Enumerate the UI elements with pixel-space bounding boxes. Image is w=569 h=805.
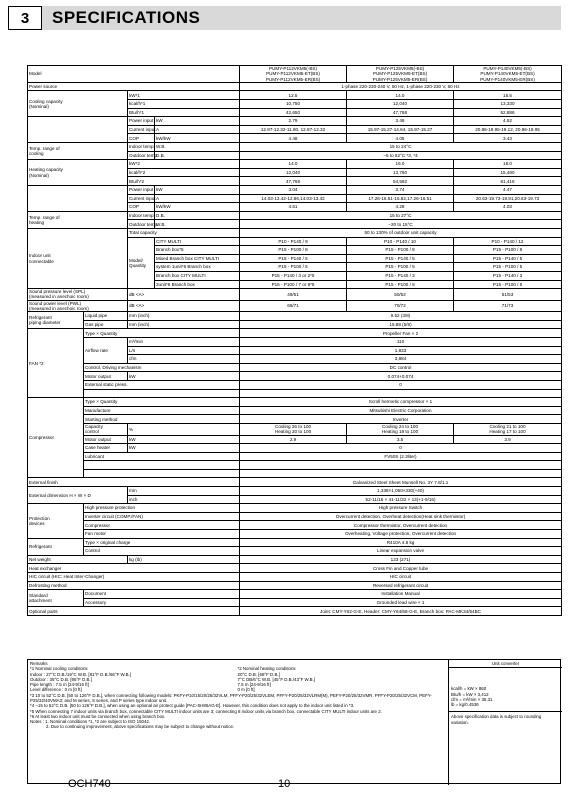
spec-row: [28, 504, 562, 513]
spec-cell: P15 - P140 / 5: [347, 254, 454, 263]
spec-cell: 3.74: [347, 185, 454, 194]
spec-cell: P10 - P140 / 10: [347, 237, 454, 246]
spec-row: [28, 406, 562, 415]
rounding-note: Above specification data is subject to rounding variation.: [449, 711, 562, 727]
spec-cell: 15.5: [454, 91, 562, 100]
spec-cell: L/s: [128, 346, 240, 355]
spec-cell: P15 - P100 / 7 or 8*5: [240, 280, 347, 289]
spec-cell: Cooling capacity (Nominal): [28, 91, 128, 117]
spec-cell: 52-11/16 × 41-11/32 × 13(+1-9/16): [240, 495, 562, 504]
spec-row: [28, 372, 562, 381]
spec-cell: Reversed refrigerant circuit: [240, 581, 562, 590]
spec-cell: Airflow rate: [84, 338, 128, 364]
spec-cell: High pressure Switch: [240, 504, 562, 513]
spec-row: [28, 607, 562, 616]
spec-cell: 123 (271): [240, 555, 562, 564]
spec-cell: 50 to 130% of outdoor unit capacity: [240, 228, 562, 237]
spec-cell: 1-phase 220-230-240 V, 50 Hz, 1-phase 220-230 V, 60 Hz: [240, 82, 562, 91]
spec-cell: Gas pipe: [84, 320, 128, 329]
spec-row: [28, 415, 562, 424]
spec-row: [28, 538, 562, 547]
spec-cell: 17.26-16.51-15.82,17.26-16.51: [347, 194, 454, 203]
spec-row: [28, 573, 562, 582]
spec-cell: Btu/h*1: [128, 108, 240, 117]
spec-row: [28, 228, 562, 237]
spec-row: [28, 380, 562, 389]
spec-row: [28, 338, 562, 347]
spec-cell: −5 to 52°C *3, *4: [240, 151, 562, 160]
spec-cell: Optional parts: [28, 607, 240, 616]
spec-row: [28, 590, 562, 599]
note-line: *4 −15 to 52°C D.B. [50 to 126°F D.B.], when using an optional air protect guide [PAC-SH85AG-E]. However, this condition does not apply to the indoor unit listed in *3.: [30, 703, 355, 709]
spec-cell: Lubricant: [84, 452, 240, 461]
spec-row: [28, 389, 562, 398]
spec-cell: 0: [240, 380, 562, 389]
spec-cell: 1,833: [240, 346, 562, 355]
spec-cell: kcal/h*2: [128, 168, 240, 177]
spec-cell: Heat exchanger: [28, 564, 240, 573]
cond-line: Outdoor : 35°C D.B. [95°F D.B.]: [30, 676, 92, 682]
spec-cell: A: [155, 194, 240, 203]
cooling-conditions: [30, 666, 238, 692]
spec-cell: Temp. range of heating: [28, 211, 128, 228]
spec-cell: 15.88 (5/8): [240, 320, 562, 329]
note-line: 2. Due to continuing improvement, above specifications may be subject to change without notice.: [46, 724, 235, 730]
spec-row: [28, 363, 562, 372]
spec-cell: 12.87-12.32-11.80, 12.87-12.32: [240, 125, 347, 134]
spec-cell: Compressor thermistor, Overcurrent detection: [240, 521, 562, 530]
spec-cell: External dimension H × W × D: [28, 487, 128, 504]
spec-row: [28, 435, 562, 444]
spec-row: [28, 461, 562, 470]
spec-cell: Mitsubishi Electric Corporation: [240, 406, 562, 415]
note-line: Notes : 1. Nominal conditions *1, *2 are subject to ISO 15042.: [30, 719, 151, 725]
spec-cell: 70/72: [347, 300, 454, 312]
spec-cell: %: [128, 423, 240, 435]
spec-cell: Cross Fin and Copper tube: [240, 564, 562, 573]
spec-row: [28, 452, 562, 461]
spec-cell: CITY MULTI: [155, 237, 240, 246]
spec-cell: Sound power level (PWL) (measured in anechoic room): [28, 300, 128, 312]
spec-cell: 51/53: [454, 289, 562, 301]
unit-converter-list: [449, 684, 562, 709]
nominal-conditions: [30, 666, 445, 692]
spec-cell: Scroll hermetic compressor × 1: [240, 398, 562, 407]
spec-cell: 4.52: [454, 117, 562, 126]
spec-cell: D.B.: [155, 151, 240, 160]
spec-cell: Case heater: [84, 444, 128, 453]
spec-cell: 0.074+0.074: [240, 372, 562, 381]
spec-cell: 4.28: [347, 203, 454, 212]
spec-cell: Type × Quantity: [84, 329, 240, 338]
spec-cell: P15 - P100 / 8: [454, 280, 562, 289]
spec-cell: 2.79: [240, 117, 347, 126]
spec-cell: kcal/h*1: [128, 100, 240, 109]
spec-cell: Compressor: [28, 398, 84, 478]
spec-cell: [240, 469, 562, 478]
specifications-body: [28, 66, 562, 616]
spec-cell: Temp. range of cooling: [28, 143, 128, 160]
spec-cell: 42,650: [240, 108, 347, 117]
document-code: OCH740: [68, 778, 111, 790]
section-title: SPECIFICATIONS: [52, 8, 201, 27]
spec-cell: Accessory: [84, 598, 240, 607]
section-header: [8, 6, 561, 30]
spec-cell: kW: [128, 435, 240, 444]
spec-row: [28, 487, 562, 496]
spec-row: [28, 581, 562, 590]
spec-cell: 12.5: [240, 91, 347, 100]
spec-cell: 4.05: [347, 134, 454, 143]
spec-cell: 3.9: [454, 435, 562, 444]
spec-cell: P15 - P100 / 8: [347, 280, 454, 289]
spec-cell: Power input: [129, 118, 154, 124]
spec-row: [28, 66, 562, 83]
cond-line: 0 m [0 ft]: [237, 687, 255, 693]
spec-cell: Outdoor temp.: [129, 152, 159, 158]
spec-cell: 3,884: [240, 355, 562, 364]
spec-cell: P10 - P140 / 9: [240, 237, 347, 246]
spec-cell: kW: [155, 185, 240, 194]
spec-cell: 0: [240, 444, 562, 453]
section-number: 3: [8, 6, 42, 30]
spec-cell: 3.5: [347, 435, 454, 444]
cond-line: 7°C DB/6°C W.B. [45°F D.B./43°F W.B.]: [237, 676, 316, 682]
spec-row: [28, 423, 562, 435]
spec-cell: inch: [128, 495, 240, 504]
spec-cell: kW/kW: [155, 134, 240, 143]
spec-row: [28, 211, 562, 220]
spec-cell: Refrigerant: [28, 538, 84, 555]
spec-cell: 69/71: [240, 300, 347, 312]
spec-cell: Linear expansion valve: [240, 547, 562, 556]
spec-cell: 14.0: [240, 160, 347, 169]
spec-cell: PUMY-P112VKM5(-BS) PUMY-P112VKM5-ET(BS) PUMY-P112VKM5-ER(BS): [240, 66, 347, 83]
spec-cell: −20 to 15°C: [240, 220, 562, 229]
spec-cell: COP: [128, 203, 155, 212]
spec-cell: Defrosting method: [28, 581, 240, 590]
spec-cell: kW*2: [128, 160, 240, 169]
cond-line: Pipe length : 7.5 m [24-9/16 ft]: [30, 682, 89, 688]
cond-line: *2 Nominal heating conditions: [237, 666, 296, 672]
remarks-box: [27, 659, 561, 784]
spec-cell: Motor output: [84, 372, 128, 381]
spec-cell: 14.03-13.42-12.86,14.03-13.42: [240, 194, 347, 203]
spec-row: [28, 82, 562, 91]
cond-line: Level difference : 0 m [0 ft]: [30, 687, 82, 693]
spec-cell: Starting method: [84, 415, 240, 424]
cond-line: 20°C D.B. [68°F D.B.]: [237, 671, 280, 677]
cond-line: 7.5 m [24-9/16 ft]: [237, 682, 271, 688]
spec-cell: Total capacity: [128, 228, 240, 237]
spec-cell: 61,416: [454, 177, 562, 186]
spec-cell: 13,760: [347, 168, 454, 177]
heating-conditions: [238, 666, 446, 692]
spec-cell: Model: [28, 66, 240, 83]
spec-cell: 10,750: [240, 100, 347, 109]
spec-row: [28, 521, 562, 530]
spec-cell: 47,768: [347, 108, 454, 117]
note-line: *5 When connecting 7 indoor units via branch box, connectable CITY MULTI indoor units are 3; connecting 8 indoor units via branch box, connectable CITY MULTI indoor units are 2.: [30, 708, 382, 714]
spec-cell: Compressor: [84, 521, 240, 530]
spec-cell: [84, 389, 240, 398]
specifications-table: [27, 65, 562, 616]
spec-cell: mm (inch): [128, 312, 240, 321]
spec-row: [28, 530, 562, 539]
spec-row: [28, 555, 562, 564]
spec-cell: 2.9: [240, 435, 347, 444]
spec-cell: Branch box CITY MULTI: [155, 271, 240, 280]
spec-cell: kW: [128, 444, 240, 453]
remarks-label: Remarks: [30, 661, 48, 666]
spec-cell: Cooling 24 to 100 Heating 18 to 100: [347, 423, 454, 435]
spec-cell: Capacity control: [84, 423, 128, 435]
spec-cell: HIC circuit: [240, 573, 562, 582]
spec-cell: [28, 117, 128, 143]
spec-row: [28, 398, 562, 407]
spec-cell: P15 - P100 / 8: [240, 246, 347, 255]
spec-cell: R410A 4.8 kg: [240, 538, 562, 547]
spec-row: [28, 320, 562, 329]
remarks-main: [30, 661, 445, 730]
spec-cell: Branch box*5: [155, 246, 240, 255]
spec-cell: W.B.: [155, 220, 240, 229]
spec-cell: Fan motor: [84, 530, 240, 539]
spec-cell: DC control: [240, 363, 562, 372]
spec-cell: Overheating, Voltage protection, Overcurrent detection: [240, 530, 562, 539]
spec-cell: 4.61: [240, 203, 347, 212]
spec-cell: 4.47: [454, 185, 562, 194]
conversion-line: kcal/h = kW × 860: [451, 686, 487, 692]
spec-row: [28, 91, 562, 100]
spec-cell: PUMY-P140VKM5(-BS) PUMY-P140VKM5-ET(BS) PUMY-P140VKM5-ER(BS): [454, 66, 562, 83]
spec-cell: mm: [128, 487, 240, 496]
spec-cell: 3.46: [347, 117, 454, 126]
spec-cell: 15 to 27°C: [240, 211, 562, 220]
spec-cell: PUMY-P125VKM5(-BS) PUMY-P125VKM5-ET(BS) PUMY-P125VKM5-ER(BS): [347, 66, 454, 83]
spec-cell: dB <A>: [128, 289, 240, 301]
spec-cell: Refrigerant piping diameter: [28, 312, 84, 329]
spec-row: [28, 289, 562, 301]
spec-cell: [84, 461, 240, 470]
spec-cell: Type × Quantity: [84, 398, 240, 407]
spec-cell: 13,330: [454, 100, 562, 109]
spec-cell: Power input: [129, 187, 154, 193]
spec-cell: [240, 389, 562, 398]
spec-cell: Propeller Fan × 2: [240, 329, 562, 338]
spec-cell: Indoor temp.: [129, 212, 155, 218]
spec-cell: Outdoor temp.: [129, 221, 159, 227]
spec-cell: 20.63-19.73-18.91,20.63-19.73: [454, 194, 562, 203]
unit-converter-title: Unit converter: [449, 660, 562, 668]
spec-cell: W.B.: [155, 143, 240, 152]
spec-cell: kW/kW: [155, 203, 240, 212]
conversion-line: Btu/h = kW × 3,412: [451, 691, 489, 697]
spec-cell: 14.0: [347, 91, 454, 100]
spec-row: [28, 444, 562, 453]
spec-cell: 12,040: [347, 100, 454, 109]
spec-row: [28, 185, 562, 194]
spec-cell: P15 - P140 / 3: [454, 271, 562, 280]
spec-cell: 20.86-19.95-19.12, 20.86-19.95: [454, 125, 562, 134]
spec-cell: 50/52: [347, 289, 454, 301]
spec-cell: 2unit*6 Branch box: [155, 280, 240, 289]
spec-row: [28, 564, 562, 573]
spec-cell: External finish: [28, 478, 240, 487]
spec-cell: 71/73: [454, 300, 562, 312]
spec-cell: 18.0: [454, 160, 562, 169]
spec-cell: P15 - P100 / 5: [454, 263, 562, 272]
note-line: *6 At least two indoor unit must be connected when using branch box.: [30, 713, 166, 719]
spec-cell: [240, 461, 562, 470]
spec-cell: A: [155, 125, 240, 134]
spec-cell: Power source: [28, 82, 240, 91]
spec-cell: Inverter circuit (COMP./FAN): [84, 512, 240, 521]
page-number: 10: [278, 778, 291, 790]
spec-row: [28, 512, 562, 521]
spec-cell: cfm: [128, 355, 240, 364]
spec-cell: Btu/h*2: [128, 177, 240, 186]
cond-line: *1 Nominal cooling conditions: [30, 666, 88, 672]
spec-cell: FV50S (2.3liter): [240, 452, 562, 461]
spec-cell: P15 - P100 / 8: [454, 246, 562, 255]
spec-cell: 15.97-15.27-14.64, 15.97-15.27: [347, 125, 454, 134]
spec-cell: 15,480: [454, 168, 562, 177]
spec-cell: Galvanized Steel Sheet Munsell No. 3Y 7.8/1.1: [240, 478, 562, 487]
spec-cell: dB <A>: [128, 300, 240, 312]
spec-cell: Standard attachment: [28, 590, 84, 607]
spec-cell: Sound pressure level (SPL) (measured in anechoic room): [28, 289, 128, 301]
spec-cell: 3.04: [240, 185, 347, 194]
spec-cell: 54,592: [347, 177, 454, 186]
spec-cell: m³/min: [128, 338, 240, 347]
spec-cell: mm (inch): [128, 320, 240, 329]
spec-row: [28, 160, 562, 169]
conversion-line: cfm = m³/min × 35.31: [451, 696, 493, 702]
spec-cell: Document: [84, 590, 240, 599]
spec-cell: D.B.: [155, 211, 240, 220]
spec-cell: kW: [155, 117, 240, 126]
spec-cell: Indoor temp.: [129, 144, 155, 150]
spec-cell: 12,040: [240, 168, 347, 177]
spec-cell: Current input: [129, 195, 156, 201]
spec-cell: COP: [128, 134, 155, 143]
spec-cell: 3.43: [454, 134, 562, 143]
spec-cell: Protection devices: [28, 504, 84, 538]
spec-cell: 4.03: [454, 203, 562, 212]
spec-cell: Type × original charge: [84, 538, 240, 547]
spec-cell: 49/51: [240, 289, 347, 301]
spec-cell: Motor output: [84, 435, 128, 444]
spec-cell: P15 - P140 / 5: [454, 254, 562, 263]
spec-cell: Control: [84, 547, 240, 556]
spec-cell: system 1unit*6 Branch box: [155, 263, 240, 272]
spec-cell: Model/ Quantity: [128, 237, 155, 289]
spec-cell: kW*1: [128, 91, 240, 100]
spec-cell: Mixed Branch box CITY MULTI: [155, 254, 240, 263]
spec-cell: Liquid pipe: [84, 312, 128, 321]
spec-row: [28, 117, 562, 126]
spec-cell: 4.48: [240, 134, 347, 143]
spec-row: [28, 143, 562, 152]
unit-converter-panel: [448, 660, 562, 785]
spec-cell: P15 - P140 / 5: [240, 254, 347, 263]
spec-cell: 9.52 (3/8): [240, 312, 562, 321]
spec-cell: Cooling 26 to 100 Heating 20 to 100: [240, 423, 347, 435]
spec-cell: P15 - P100 / 5: [347, 263, 454, 272]
spec-cell: P15 - P140 / 3: [347, 271, 454, 280]
spec-cell: 1,338×1,050×330(+40): [240, 487, 562, 496]
spec-cell: Inverter: [240, 415, 562, 424]
spec-cell: FAN *2: [28, 329, 84, 398]
spec-cell: 16.0: [347, 160, 454, 169]
spec-cell: kg (lb): [128, 555, 240, 564]
spec-cell: Net weight: [28, 555, 128, 564]
spec-cell: Installation Manual: [240, 590, 562, 599]
spec-row: [28, 300, 562, 312]
spec-cell: [84, 469, 240, 478]
spec-row: [28, 547, 562, 556]
spec-cell: P15 - P100 / 8: [347, 246, 454, 255]
spec-row: [28, 312, 562, 321]
spec-cell: 52,886: [454, 108, 562, 117]
note-line: *3 10 to 52°C D.B. [50 to 126°F D.B.], when connecting following models: PKFY-P10/15/20/25/32VLM, PFFY-P20/25/32VLEM, PFFY-P20/25/32VLRM(M), PEFY-P20/25/32VMR, PFFY-P20/25/32VCM, PEFY-P25/32/40VMA3; and M series, S series, and P series type indoor unit.: [30, 692, 432, 703]
spec-cell: P15 - P100 / 5: [240, 263, 347, 272]
spec-cell: kW: [128, 372, 240, 381]
spec-cell: [28, 185, 128, 211]
spec-row: [28, 598, 562, 607]
spec-cell: Joint: CMY-Y62-G-E, Header: CMY-Y64/68-G-E, Branch box: PAC-MK34/54BC: [240, 607, 562, 616]
spec-cell: 110: [240, 338, 562, 347]
spec-cell: 15 to 24°C: [240, 143, 562, 152]
spec-cell: Heating capacity (Nominal): [28, 160, 128, 186]
spec-row: [28, 469, 562, 478]
spec-cell: HIC circuit (HIC: Heat Inter-Changer): [28, 573, 240, 582]
spec-row: [28, 329, 562, 338]
spec-cell: Manufacture: [84, 406, 240, 415]
spec-row: [28, 478, 562, 487]
spec-cell: P10 - P140 / 12: [454, 237, 562, 246]
spec-cell: Current input: [129, 126, 156, 132]
conversion-line: lb = kg/0.4536: [451, 702, 479, 708]
spec-cell: Grounded lead wire × 1: [240, 598, 562, 607]
spec-cell: 47,768: [240, 177, 347, 186]
cond-line: Indoor : 27°C D.B./19°C W.B. [81°F D.B./66°F W.B.]: [30, 671, 131, 677]
spec-cell: High pressure protection: [84, 504, 240, 513]
spec-cell: Overcurrent detection, Overheat detection(Heat sink thermistor): [240, 512, 562, 521]
spec-cell: Control, Driving mechanism: [84, 363, 240, 372]
spec-cell: Cooling 21 to 100 Heating 17 to 100: [454, 423, 562, 435]
spec-cell: External static press.: [84, 380, 240, 389]
spec-cell: P15 - P140 / 3 or 2*5: [240, 271, 347, 280]
spec-cell: Indoor unit connectable: [28, 228, 128, 288]
